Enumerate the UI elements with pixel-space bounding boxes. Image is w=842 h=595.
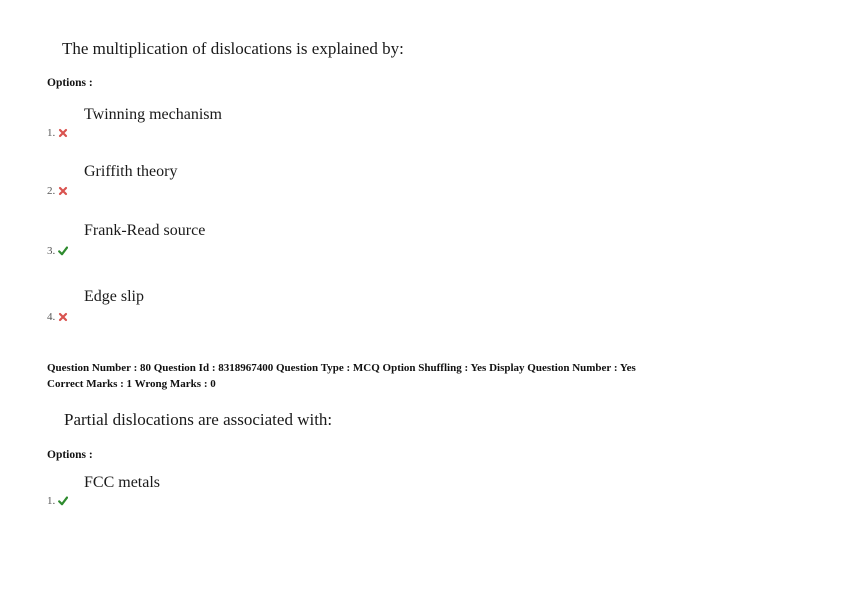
option-index: 2. [47,185,56,197]
cross-icon [58,186,68,196]
options-label: Options : [47,449,93,461]
option-index: 1. [47,495,56,507]
option-number [47,311,68,323]
option-number [47,245,68,257]
option-number [47,127,68,139]
marks-meta: Correct Marks : 1 Wrong Marks : 0 [47,378,216,390]
option-text: Edge slip [84,288,144,305]
cross-icon [58,128,68,138]
option-number [47,495,68,507]
question-meta: Question Number : 80 Question Id : 8318967400 Question Type : MCQ Option Shuffling : Yes Display Question Number : Yes [47,362,636,374]
option-index: 3. [47,245,56,257]
check-icon [58,496,68,506]
option-index: 1. [47,127,56,139]
cross-icon [58,312,68,322]
option-number [47,185,68,197]
option-text: Frank-Read source [84,222,206,239]
option-text: Griffith theory [84,163,178,180]
question-text: Partial dislocations are associated with: [64,410,333,429]
option-text: FCC metals [84,474,161,491]
check-icon [58,246,68,256]
options-label: Options : [47,77,93,89]
question-text: The multiplication of dislocations is explained by: [62,39,404,58]
option-index: 4. [47,311,56,323]
option-text: Twinning mechanism [84,106,222,123]
